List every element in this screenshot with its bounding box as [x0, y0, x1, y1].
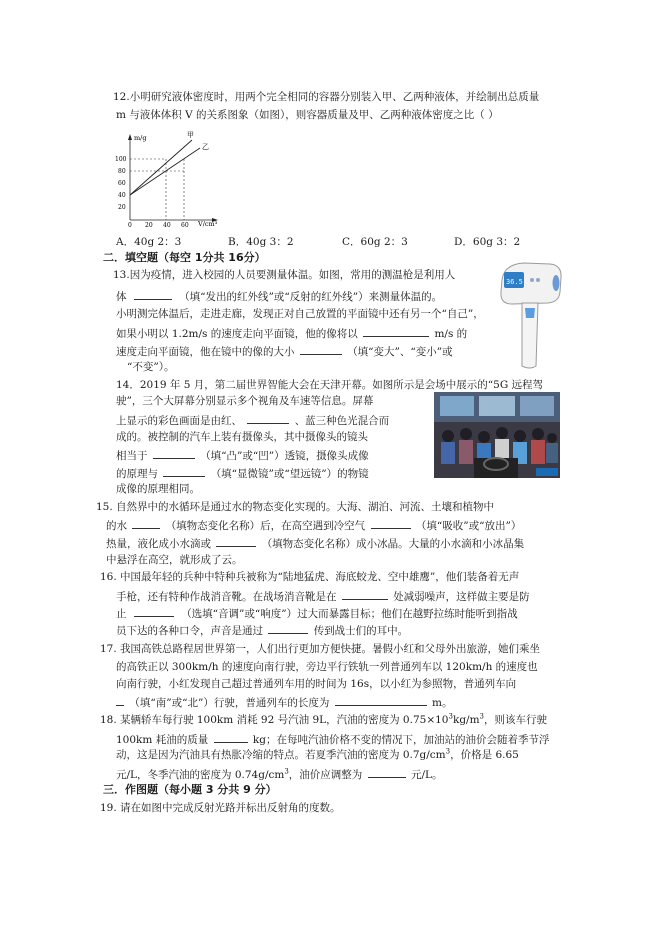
q14-p6 — [116, 465, 369, 481]
y-tick: 40 — [118, 192, 126, 199]
q18-p4-sup: 3 — [284, 767, 289, 776]
q18-p1-sup2: 3 — [479, 712, 484, 721]
thermometer-reading: 36.5 — [506, 278, 523, 286]
q18-p4 — [116, 766, 443, 782]
q16-p4 — [116, 622, 408, 638]
q13-blank-2[interactable] — [363, 325, 429, 337]
q13-p5a: 速度走向平面镜，他在镜中的像的大小 — [116, 346, 295, 358]
q13-p4 — [116, 325, 467, 341]
q13-p2b: （填“发出的红外线”或“反射的红外线”）来测量体温的。 — [179, 291, 443, 303]
x-tick: 40 — [163, 222, 171, 228]
q14-p3b: 、蓝三种色光混合而 — [294, 415, 390, 427]
q15-p2 — [106, 517, 521, 533]
q16-blank-1[interactable] — [342, 588, 388, 600]
x-tick: 60 — [181, 222, 189, 228]
q13-p2 — [116, 288, 442, 304]
q13-p1: 13.因为疫情，进入校园的人员要测量体温。如图，常用的测温枪是利用人 — [113, 269, 456, 281]
q18-blank-1[interactable] — [214, 731, 248, 743]
x-tick: 20 — [145, 222, 153, 228]
x-axis-label: V/cm³ — [198, 220, 218, 228]
q12-line2: m 与液体体积 V 的关系图象（如图），则容器质量及甲、乙两种液体密度之比（ ） — [116, 109, 499, 121]
q14-blank-1[interactable] — [247, 412, 289, 424]
q16-blank-3[interactable] — [268, 622, 308, 634]
q14-p7: 成像的原理相同。 — [116, 483, 200, 495]
q16-p3b: （选填“音调”或“响度”）过大而暴露目标；他们在越野拉练时能听到指战 — [181, 608, 518, 620]
q16-p3 — [116, 605, 518, 621]
q16-p1: 16. 中国最年轻的兵种中特种兵被称为“陆地猛虎、海底蛟龙、空中雄鹰”，他们装备着无声 — [100, 571, 520, 583]
q18-p2b: kg；在每吨汽油价格不变的情况下，加油站的油价会随着季节浮 — [252, 734, 550, 746]
q17-p4 — [116, 694, 452, 710]
q18-p3-sup: 3 — [445, 747, 451, 756]
q17-p2: 的高铁正以 300km/h 的速度向南行驶，旁边平行铁轨一列普通列车以 120km/h 的速度也 — [116, 661, 538, 673]
q16-p4a: 员下达的各种口令，声音是通过 — [116, 625, 263, 637]
q18-p3b: ，价格是 6.65 — [450, 749, 519, 761]
y-tick: 100 — [115, 156, 127, 163]
q18-p3a: 动，这是因为汽油具有热胀冷缩的特点。若夏季汽油的密度为 0.7g/cm — [116, 749, 446, 761]
q17-p3: 向南行驶，小红发现自己超过普通列车用的时间为 16s，以小红为参照物，普通列车向 — [116, 678, 517, 690]
q14-blank-3[interactable] — [163, 465, 205, 477]
y-tick: 80 — [118, 168, 126, 175]
q18-blank-2[interactable] — [368, 766, 406, 778]
q13-p5b: （填“变大”、“变小”或 — [347, 346, 453, 358]
q18-p1b: kg/m — [452, 714, 480, 726]
q18-p3 — [116, 748, 519, 762]
section2-title: 二．填空题（每空 1分共 16分） — [103, 251, 266, 264]
q14-p4: 成的。被控制的汽车上装有摄像头，其中摄像头的镜头 — [116, 431, 368, 443]
q14-p3 — [116, 412, 389, 428]
q14-p6a: 的原理与 — [116, 468, 158, 480]
q12-option-b: B．40g 3：2 — [228, 236, 294, 248]
q14-p2: 驶”，三个大屏幕分别显示多个视角及车速等信息。屏幕 — [116, 395, 374, 407]
q17-p4a: （填“南”或“北”）行驶，普通列车的长度为 — [129, 697, 330, 709]
q12-mass-volume-graph — [110, 128, 220, 228]
q13-p2a: 体 — [116, 291, 127, 303]
q18-p1 — [100, 713, 547, 727]
q14-p1: 14．2019 年 5 月，第二届世界智能大会在天津开幕。如图所示是会场中展示的“5G 远程驾 — [116, 379, 544, 391]
q15-p2c: （填“吸收”或“放出”） — [415, 520, 522, 532]
q14-p3a: 上显示的彩色画面是由红、 — [116, 415, 242, 427]
q14-p5b: （填“凸”或“凹”）透镜，摄像头成像 — [200, 450, 369, 462]
q15-p4: 中悬浮在高空，就形成了云。 — [106, 554, 243, 566]
q18-p1c: ，则该车行驶 — [484, 714, 547, 726]
x-tick: 0 — [128, 222, 132, 228]
q15-blank-1[interactable] — [132, 517, 160, 529]
q17-blank-1[interactable] — [116, 694, 124, 706]
q19-p1: 19. 请在如图中完成反射光路并标出反射角的度数。 — [100, 802, 341, 814]
q14-p5a: 相当于 — [116, 450, 148, 462]
q18-p2a: 100km 耗油的质量 — [116, 734, 209, 746]
q15-p3 — [106, 535, 524, 551]
q12-line1: 12.小明研究液体密度时，用两个完全相同的容器分别装入甲、乙两种液体，并绘制出总质量 — [113, 91, 540, 103]
q18-p4c: 元/L。 — [410, 769, 443, 781]
q15-blank-3[interactable] — [216, 535, 256, 547]
q16-p4b: 传到战士们的耳中。 — [313, 625, 409, 637]
thermometer-gun-image — [490, 258, 568, 372]
q18-p1a: 18. 某辆轿车每行驶 100km 消耗 92 号汽油 9L，汽油的密度为 0.75×10 — [100, 714, 449, 726]
q16-p3a: 止 — [116, 608, 127, 620]
q13-p6: “不变”）。 — [127, 361, 175, 373]
q13-p4b: m/s 的 — [434, 328, 468, 340]
q13-blank-3[interactable] — [300, 343, 342, 355]
q13-p3: 小明测完体温后，走进走廊，发现正对自己放置的平面镜中还有另一个“自己”， — [116, 308, 484, 320]
section3-title: 三．作图题（每小题 3 分共 9 分） — [103, 783, 277, 796]
q18-p4a: 元/L，冬季汽油的密度为 0.74g/cm — [116, 769, 285, 781]
q14-p6b: （填“显微镜”或“望远镜”）的物镜 — [210, 468, 369, 480]
y-axis-label: m/g — [134, 134, 147, 142]
q17-p1: 17. 我国高铁总路程居世界第一，人们出行更加方便快捷。暑假小红和父母外出旅游，她们乘坐 — [100, 643, 541, 655]
q12-option-c: C．60g 2：3 — [342, 236, 408, 248]
q13-p5 — [116, 343, 453, 359]
q16-blank-2[interactable] — [134, 605, 174, 617]
line-jia — [130, 140, 192, 195]
q15-p3a: 热量，液化成小水滴或 — [106, 538, 211, 550]
q13-p4a: 如果小明以 1.2m/s 的速度走向平面镜，他的像将以 — [116, 328, 358, 340]
q18-p4b: ，油价应调整为 — [288, 769, 363, 781]
q15-blank-2[interactable] — [371, 517, 411, 529]
q17-p4b: m。 — [432, 697, 453, 709]
q13-blank-1[interactable] — [134, 288, 172, 300]
q15-p2a: 的水 — [106, 520, 127, 532]
y-tick: 20 — [118, 204, 126, 211]
q15-p3b: （填物态变化名称）成小冰晶。大量的小水滴和小冰晶集 — [261, 538, 525, 550]
q16-p2b: 处减弱噪声，这样做主要是防 — [393, 591, 530, 603]
q16-p2a: 手枪，还有特种作战消音靴。在战场消音靴是在 — [116, 591, 337, 603]
q14-p5 — [116, 447, 369, 463]
q14-blank-2[interactable] — [153, 447, 195, 459]
y-tick: 60 — [118, 180, 126, 187]
q18-p1-sup: 3 — [448, 712, 453, 721]
q12-option-a: A．40g 2：3 — [116, 236, 182, 248]
line-yi — [130, 148, 200, 195]
q16-p2 — [116, 588, 530, 604]
5g-remote-driving-photo — [434, 392, 560, 478]
q17-blank-2[interactable] — [335, 694, 427, 706]
label-yi: 乙 — [202, 143, 209, 151]
q15-p1: 15. 自然界中的水循环是通过水的物态变化实现的。大海、湖泊、河流、土壤和植物中 — [96, 501, 495, 513]
q18-p2 — [116, 731, 549, 747]
label-jia: 甲 — [187, 131, 194, 139]
q12-option-d: D．60g 3：2 — [454, 236, 521, 248]
q15-p2b: （填物态变化名称）后，在高空遇到冷空气 — [165, 520, 366, 532]
